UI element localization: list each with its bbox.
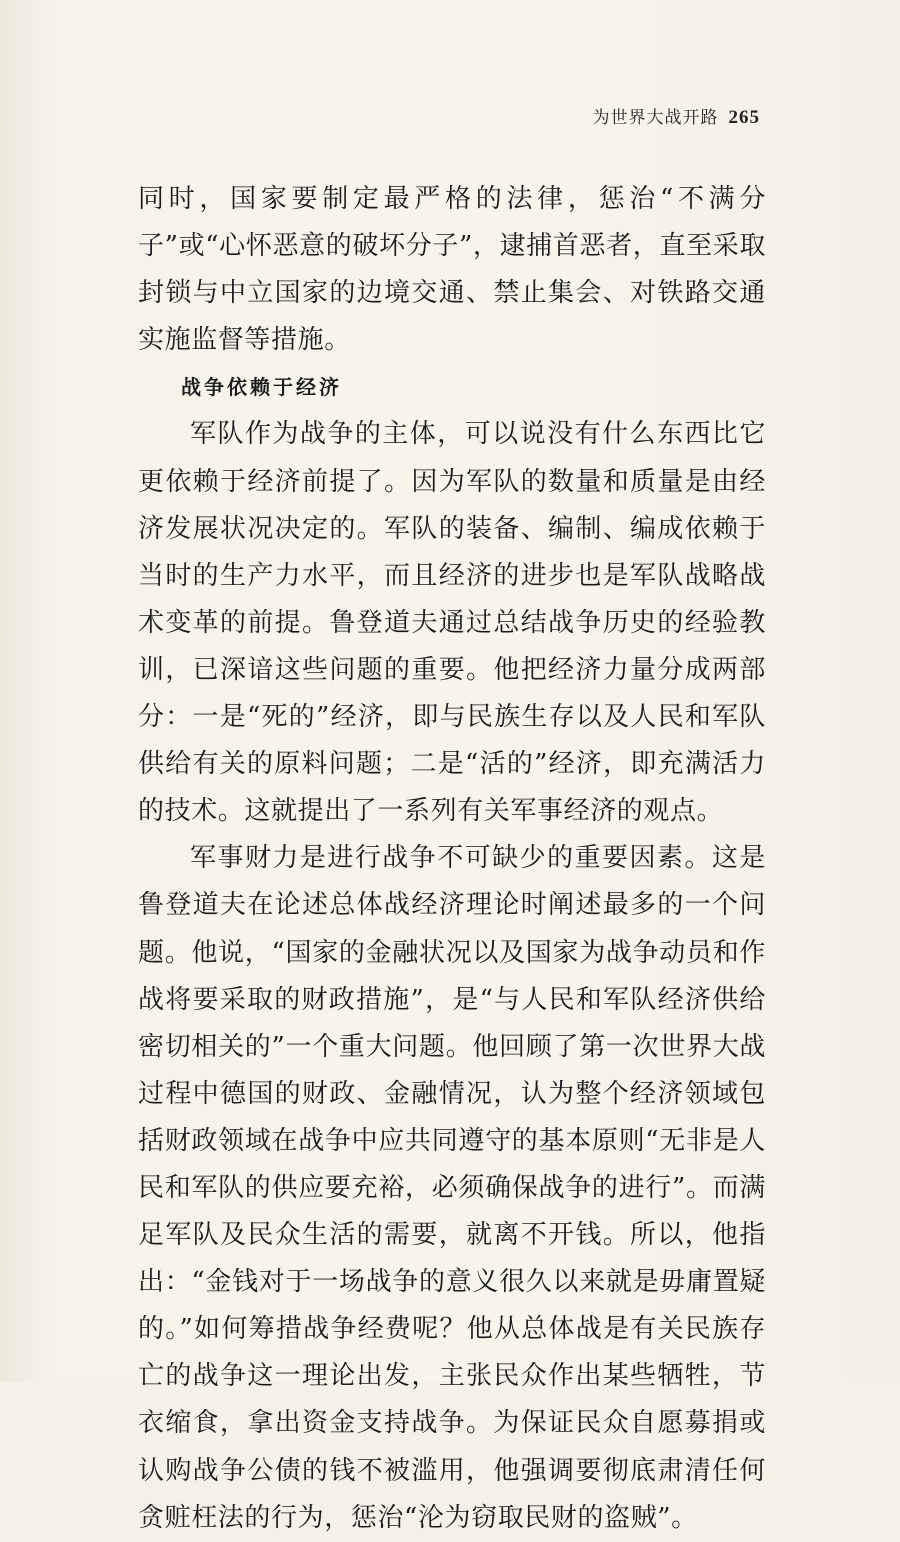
section-heading: 战争依赖于经济 bbox=[181, 375, 342, 400]
paragraph: 军队作为战争的主体，可以说没有什么东西比它更依赖于经济前提了。因为军队的数量和质量是由经济发展状况决定的。军队的装备、编制、编成依赖于当时的生产力水平，而且经济的进步也是军队战略战术变革的前提。鲁登道夫通过总结战争历史的经验教训，已深谙这些问题的重要。他把经济力量分成两部分：一是“死的”经济，即与民族生存以及人民和军队供给有关的原料问题；二是“活的”经济，即充满活力的技术。这就提出了一系列有关军事经济的观点。 bbox=[138, 419, 766, 827]
page-number: 265 bbox=[728, 107, 760, 128]
paragraph-continued: 同时，国家要制定最严格的法律，惩治“不满分子”或“心怀恶意的破坏分子”，逮捕首恶者，直至采取封锁与中立国家的边境交通、禁止集会、对铁路交通实施监督等措施。 bbox=[138, 184, 766, 356]
body-text bbox=[138, 176, 766, 1542]
paragraph: 军事财力是进行战争不可缺少的重要因素。这是鲁登道夫在论述总体战经济理论时阐述最多的一个问题。他说，“国家的金融状况以及国家为战争动员和作战将要采取的财政措施”，是“与人民和军队经济供给密切相关的”一个重大问题。他回顾了第一次世界大战过程中德国的财政、金融情况，认为整个经济领域包括财政领域在战争中应共同遵守的基本原则“无非是人民和军队的供应要充裕，必须确保战争的进行”。而满足军队及民众生活的需要，就离不开钱。所以，他指出：“金钱对于一场战争的意义很久以来就是毋庸置疑的。”如何筹措战争经费呢？他从总体战是有关民族存亡的战争这一理论出发，主张民众作出某些牺牲，节衣缩食，拿出资金支持战争。为保证民众自愿募捐或认购战争公债的钱不被滥用，他强调要彻底肃清任何贪赃枉法的行为，惩治“沦为窃取民财的盗贼”。 bbox=[138, 843, 766, 1533]
running-head bbox=[593, 103, 761, 129]
running-head-title: 为世界大战开路 bbox=[592, 108, 719, 128]
